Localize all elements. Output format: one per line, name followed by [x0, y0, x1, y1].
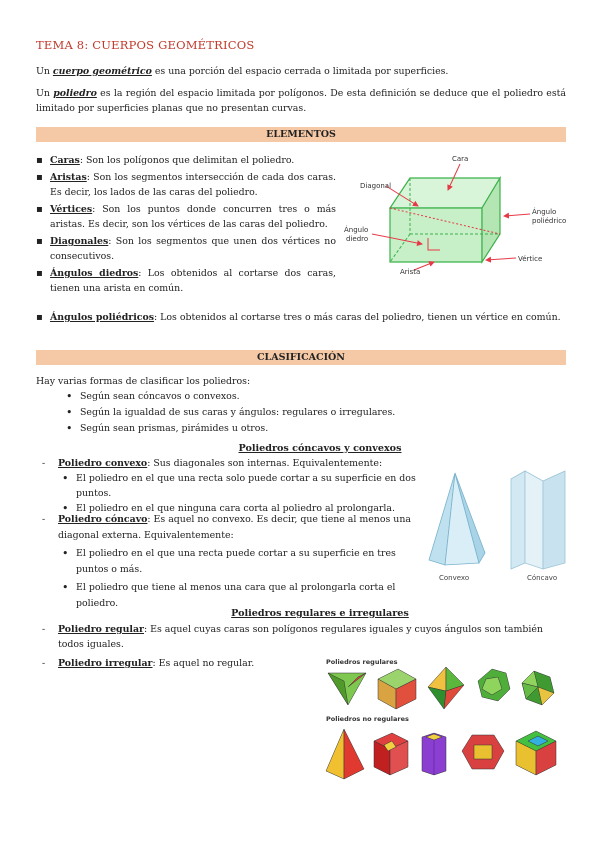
list-item: • Según la igualdad de sus caras y ángulos: regulares o irregulares. [62, 405, 542, 421]
arrow-vertice [486, 258, 516, 260]
pyramid-irregular-shape [326, 729, 364, 779]
list-item [36, 153, 336, 168]
convex-concave-figure [425, 465, 585, 585]
hexagonal-prism-shape [422, 733, 446, 775]
label-angulo-diedro-1: Ángulo [344, 226, 369, 234]
label-vertice: Vértice [518, 255, 543, 263]
list-item: • Según sean cóncavos o convexos. [62, 389, 542, 405]
term-angulos-diedros: Ángulos diedros [50, 268, 139, 279]
definition-text: : Es aquel cuyas caras son polígonos regulares iguales y cuyos ángulos son también todos iguales. [58, 624, 543, 650]
label-angulo-poliedrico-2: poliédrico [532, 217, 567, 225]
octahedron-shape [428, 667, 464, 709]
tetrahedron-shape [328, 673, 366, 705]
prism-elements-figure [340, 150, 580, 275]
clasificacion-intro: Hay varias formas de clasificar los poliedros: [36, 376, 251, 387]
convexo-block [36, 456, 426, 516]
elementos-list [36, 153, 336, 296]
list-item [36, 170, 336, 200]
section-heading-elementos: ELEMENTOS [36, 127, 566, 142]
polyhedra-figure [322, 655, 572, 785]
definition-text: : Es aquel no regular. [152, 658, 255, 669]
intro-text: es la región del espacio limitada por polígonos. De esta definición se deduce que el poliedro está limitado por superficies planas que no presentan curvas. [36, 88, 566, 114]
term-angulos-poliedricos: Ángulos poliédricos [50, 312, 155, 323]
truncated-cube-shape [374, 733, 408, 775]
concavo-definition [36, 512, 426, 544]
label-concavo: Cóncavo [527, 574, 558, 582]
cube-shape [378, 669, 416, 709]
term-poliedro-convexo: Poliedro convexo [58, 458, 148, 469]
prism-front-face [390, 208, 482, 262]
list-item [36, 310, 566, 325]
list-item: • El poliedro en el que una recta puede cortar a su superficie en tres puntos o más. [58, 546, 426, 578]
term-poliedro-regular: Poliedro regular [58, 624, 144, 635]
list-item [36, 202, 336, 232]
convexo-bullets [36, 471, 426, 516]
section-heading-clasificacion: CLASIFICACIÓN [36, 350, 566, 365]
term-diagonales: Diagonales [50, 236, 109, 247]
subheading-regulares-irregulares: Poliedros regulares e irregulares [231, 608, 409, 619]
intro-text: es una porción del espacio cerrada o limitada por superficies. [151, 66, 449, 77]
label-cara: Cara [452, 155, 469, 163]
term-vertices: Vértices [50, 204, 93, 215]
term-poliedro-irregular: Poliedro irregular [58, 658, 153, 669]
list-item [36, 266, 336, 296]
term-caras: Caras [50, 155, 80, 166]
label-angulo-diedro-2: diedro [346, 235, 369, 243]
label-poliedros-no-regulares: Poliedros no regulares [326, 715, 409, 723]
concave-left-face [511, 471, 525, 569]
item-text: : Son los polígonos que delimitan el poliedro. [79, 155, 295, 166]
label-convexo: Convexo [439, 574, 470, 582]
list-item: • Según sean prismas, pirámides u otros. [62, 421, 542, 437]
concave-right-face [543, 471, 565, 569]
convexo-definition [36, 456, 426, 471]
term-cuerpo-geometrico: cuerpo geométrico [52, 66, 152, 77]
criterios-list [62, 389, 542, 437]
definition-text: : Es aquel no convexo. Es decir, que tiene al menos una diagonal externa. Equivalentemente: [58, 514, 411, 541]
intro-poliedro [36, 86, 566, 116]
truncated-octahedron-shape [462, 735, 504, 769]
item-text: : Son los segmentos intersección de cada dos caras. Es decir, los lados de las caras del poliedro. [50, 172, 336, 198]
icosahedron-shape [522, 671, 554, 705]
list-item: • El poliedro en el que ninguna cara corta al poliedro al prolongarla. [58, 501, 426, 516]
concavo-bullets [36, 546, 426, 612]
regular-definition [36, 622, 556, 652]
label-angulo-poliedrico-1: Ángulo [532, 208, 557, 216]
notched-cube-shape [516, 731, 556, 775]
arrow-angulo-poliedrico [504, 214, 530, 216]
label-arista: Arista [400, 268, 421, 275]
subheading-concavos-convexos: Poliedros cóncavos y convexos [238, 443, 402, 454]
definition-text: : Sus diagonales son internas. Equivalentemente: [147, 458, 383, 469]
list-item: • El poliedro que tiene al menos una cara que al prolongarla corta el poliedro. [58, 580, 426, 612]
item-text: : Los obtenidos al cortarse dos caras, tienen una arista en común. [50, 268, 336, 294]
concave-notch-face [525, 471, 543, 569]
item-text: : Son los puntos donde concurren tres o más aristas. Es decir, son los vértices de las caras del poliedro. [50, 204, 336, 230]
page-title: TEMA 8: CUERPOS GEOMÉTRICOS [36, 38, 255, 52]
item-text: : Son los segmentos que unen dos vértices no consecutivos. [50, 236, 336, 262]
pyramid-front-face [445, 473, 479, 565]
intro-text: Un [36, 66, 53, 77]
dodecahedron-shape [478, 669, 510, 701]
label-diagonal: Diagonal [360, 182, 392, 190]
list-item [36, 234, 336, 264]
label-poliedros-regulares: Poliedros regulares [326, 658, 398, 666]
concavo-block [36, 512, 426, 612]
intro-cuerpo [36, 64, 566, 79]
term-poliedro: poliedro [53, 88, 97, 99]
prism-top-face [390, 178, 500, 208]
elementos-list-cont [36, 310, 566, 325]
item-text: : Los obtenidos al cortarse tres o más caras del poliedro, tienen un vértice en común. [154, 312, 561, 323]
term-poliedro-concavo: Poliedro cóncavo [58, 514, 148, 525]
intro-text: Un [36, 88, 54, 99]
list-item: • El poliedro en el que una recta solo puede cortar a su superficie en dos puntos. [58, 471, 426, 501]
term-aristas: Aristas [50, 172, 87, 183]
